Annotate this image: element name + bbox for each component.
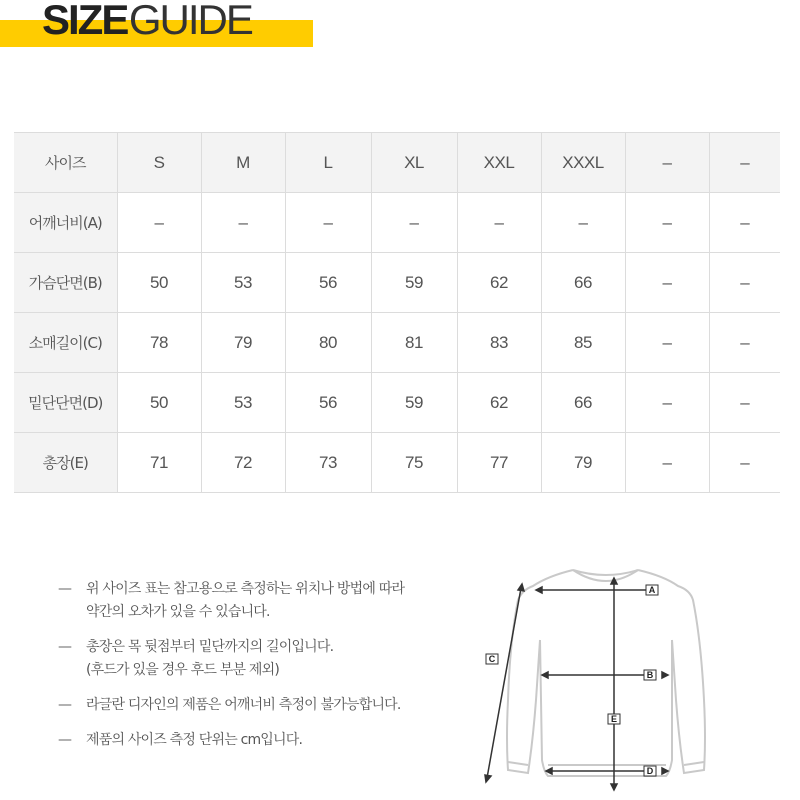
table-cell: –: [709, 313, 780, 373]
header-cell-size-name: –: [709, 133, 780, 193]
header-cell-size-name: L: [285, 133, 371, 193]
table-row: [14, 253, 780, 313]
table-cell: –: [625, 433, 709, 493]
note-item: [58, 578, 478, 624]
label-c-text: C: [488, 654, 496, 664]
note-line: 총장은 목 뒷점부터 밑단까지의 길이입니다.: [86, 639, 334, 655]
title-bold: SIZE: [42, 0, 128, 43]
note-line: 라글란 디자인의 제품은 어깨너비 측정이 불가능합니다.: [86, 697, 401, 713]
table-cell: 77: [457, 433, 541, 493]
table-cell: –: [625, 373, 709, 433]
table-cell: 85: [541, 313, 625, 373]
header-cell-size-name: S: [117, 133, 201, 193]
table-cell: 66: [541, 253, 625, 313]
table-cell: –: [117, 193, 201, 253]
table-cell: –: [709, 373, 780, 433]
table-cell: –: [709, 433, 780, 493]
table-cell: –: [625, 313, 709, 373]
sweatshirt-diagram: [478, 560, 728, 795]
header-cell-size-name: XXXL: [541, 133, 625, 193]
table-cell: 62: [457, 253, 541, 313]
table-row: [14, 373, 780, 433]
table-cell: 59: [371, 373, 457, 433]
notes-list: [58, 578, 478, 764]
row-label: 밑단단면(D): [14, 373, 117, 433]
header-cell-size-name: XXL: [457, 133, 541, 193]
label-a-text: A: [648, 585, 656, 595]
table-cell: 81: [371, 313, 457, 373]
header-cell-size: 사이즈: [14, 133, 117, 193]
table-cell: 50: [117, 253, 201, 313]
table-cell: 53: [201, 253, 285, 313]
table-cell: 79: [541, 433, 625, 493]
row-label: 소매길이(C): [14, 313, 117, 373]
table-cell: 80: [285, 313, 371, 373]
note-dash: —: [58, 697, 72, 713]
sweatshirt-illustration: [478, 560, 728, 795]
label-d-text: D: [646, 766, 654, 776]
table-cell: –: [625, 193, 709, 253]
diagram-label-a: [646, 585, 658, 595]
table-cell: 56: [285, 253, 371, 313]
header-cell-size-name: –: [625, 133, 709, 193]
row-label: 총장(E): [14, 433, 117, 493]
note-dash: —: [58, 639, 72, 655]
table-cell: 59: [371, 253, 457, 313]
table-row: [14, 313, 780, 373]
table-cell: 56: [285, 373, 371, 433]
table-cell: 83: [457, 313, 541, 373]
title-text: [42, 0, 252, 42]
diagram-label-e: [608, 714, 620, 724]
table-cell: 66: [541, 373, 625, 433]
note-line: (후드가 있을 경우 후드 부분 제외): [86, 662, 279, 678]
table-row: [14, 433, 780, 493]
diagram-label-c: [486, 654, 498, 664]
table-cell: –: [285, 193, 371, 253]
table-cell: 73: [285, 433, 371, 493]
note-dash: —: [58, 732, 72, 748]
table-cell: 72: [201, 433, 285, 493]
label-e-text: E: [610, 714, 618, 724]
table-header-row: [14, 133, 780, 193]
table-cell: –: [625, 253, 709, 313]
table-cell: 53: [201, 373, 285, 433]
note-item: [58, 694, 478, 717]
header-cell-size-name: XL: [371, 133, 457, 193]
table-row: [14, 193, 780, 253]
note-line: 제품의 사이즈 측정 단위는 cm입니다.: [86, 732, 303, 748]
size-guide-title: [0, 0, 320, 50]
title-thin: GUIDE: [128, 0, 252, 43]
table-cell: –: [371, 193, 457, 253]
row-label: 가슴단면(B): [14, 253, 117, 313]
table-cell: 78: [117, 313, 201, 373]
label-b-text: B: [646, 670, 654, 680]
table-cell: –: [709, 253, 780, 313]
note-item: [58, 729, 478, 752]
table-cell: –: [709, 193, 780, 253]
header-cell-size-name: M: [201, 133, 285, 193]
table-cell: 71: [117, 433, 201, 493]
table-cell: –: [201, 193, 285, 253]
table-cell: 62: [457, 373, 541, 433]
note-line: 약간의 오차가 있을 수 있습니다.: [86, 604, 270, 620]
row-label: 어깨너비(A): [14, 193, 117, 253]
table-cell: –: [541, 193, 625, 253]
note-line: 위 사이즈 표는 참고용으로 측정하는 위치나 방법에 따라: [86, 581, 405, 597]
table-cell: 75: [371, 433, 457, 493]
table-cell: 79: [201, 313, 285, 373]
table-cell: 50: [117, 373, 201, 433]
size-table: [14, 132, 780, 493]
diagram-label-d: [644, 766, 656, 776]
table-cell: –: [457, 193, 541, 253]
diagram-label-b: [644, 670, 656, 680]
note-item: [58, 636, 478, 682]
note-dash: —: [58, 581, 72, 597]
